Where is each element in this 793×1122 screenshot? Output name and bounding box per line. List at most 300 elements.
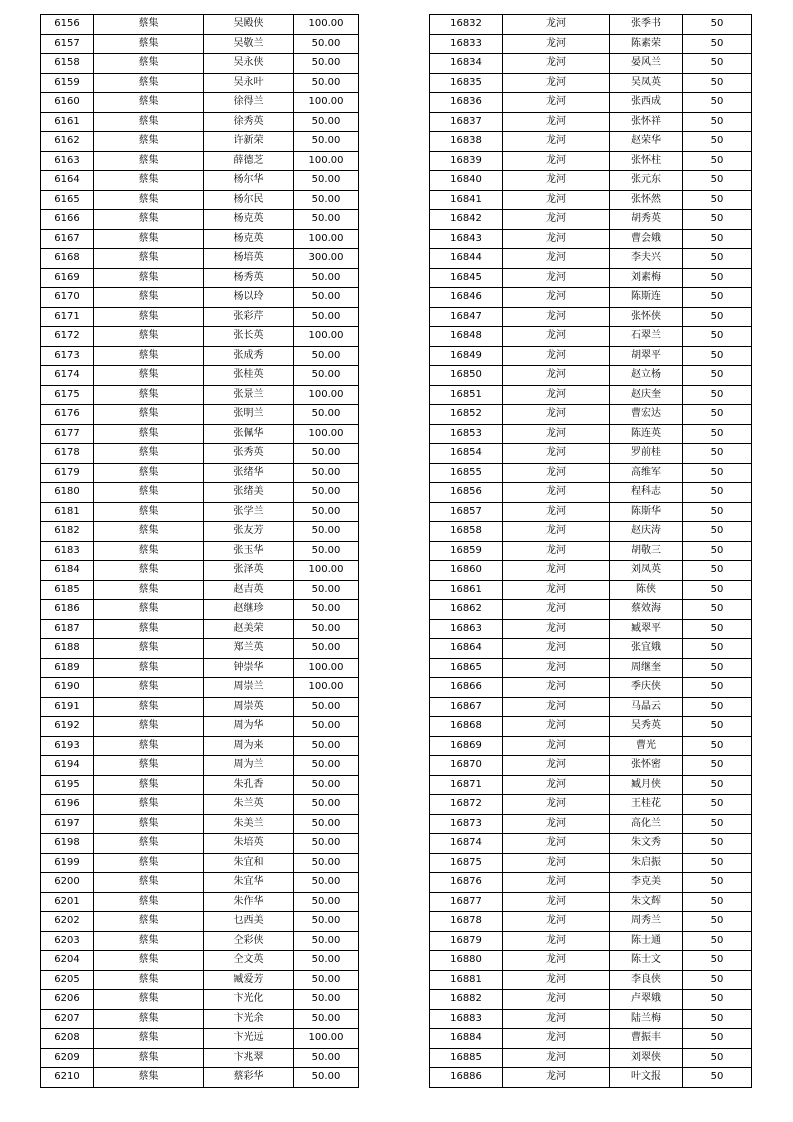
town-cell: 蔡集 — [94, 444, 204, 464]
name-cell: 许新荣 — [204, 132, 294, 152]
town-cell: 蔡集 — [94, 600, 204, 620]
amount-cell: 50.00 — [294, 405, 359, 425]
table-row — [41, 522, 359, 542]
name-cell: 张怀然 — [610, 190, 683, 210]
name-cell: 杨尔华 — [204, 171, 294, 191]
amount-cell: 100.00 — [294, 424, 359, 444]
table-row — [41, 307, 359, 327]
amount-cell: 50 — [683, 814, 752, 834]
name-cell: 杨秀英 — [204, 268, 294, 288]
table-row — [41, 639, 359, 659]
table-row — [430, 892, 752, 912]
amount-cell: 50 — [683, 834, 752, 854]
town-cell: 龙河 — [503, 1068, 610, 1088]
table-row — [41, 385, 359, 405]
table-row — [41, 346, 359, 366]
amount-cell: 50 — [683, 853, 752, 873]
right-table — [429, 14, 752, 1088]
town-cell: 龙河 — [503, 697, 610, 717]
name-cell: 张绪美 — [204, 483, 294, 503]
table-row — [41, 73, 359, 93]
amount-cell: 50 — [683, 697, 752, 717]
table-row — [430, 366, 752, 386]
amount-cell: 50 — [683, 229, 752, 249]
town-cell: 蔡集 — [94, 483, 204, 503]
name-cell: 李夫兴 — [610, 249, 683, 269]
town-cell: 龙河 — [503, 210, 610, 230]
table-row — [41, 892, 359, 912]
amount-cell: 50.00 — [294, 171, 359, 191]
row-number-cell: 6191 — [41, 697, 94, 717]
town-cell: 龙河 — [503, 639, 610, 659]
amount-cell: 50.00 — [294, 268, 359, 288]
town-cell: 龙河 — [503, 288, 610, 308]
row-number-cell: 6202 — [41, 912, 94, 932]
name-cell: 卞光余 — [204, 1009, 294, 1029]
name-cell: 蔡彩华 — [204, 1068, 294, 1088]
row-number-cell: 6209 — [41, 1048, 94, 1068]
row-number-cell: 6199 — [41, 853, 94, 873]
name-cell: 胡翠平 — [610, 346, 683, 366]
table-row — [430, 873, 752, 893]
name-cell: 张彩芹 — [204, 307, 294, 327]
row-number-cell: 16849 — [430, 346, 503, 366]
amount-cell: 50 — [683, 93, 752, 113]
table-row — [41, 853, 359, 873]
name-cell: 张友芳 — [204, 522, 294, 542]
amount-cell: 50 — [683, 873, 752, 893]
name-cell: 刘素梅 — [610, 268, 683, 288]
town-cell: 龙河 — [503, 853, 610, 873]
town-cell: 龙河 — [503, 346, 610, 366]
row-number-cell: 6170 — [41, 288, 94, 308]
amount-cell: 50.00 — [294, 522, 359, 542]
row-number-cell: 16855 — [430, 463, 503, 483]
row-number-cell: 16858 — [430, 522, 503, 542]
amount-cell: 50 — [683, 54, 752, 74]
row-number-cell: 6195 — [41, 775, 94, 795]
name-cell: 张怀祥 — [610, 112, 683, 132]
name-cell: 赵吉英 — [204, 580, 294, 600]
town-cell: 龙河 — [503, 1048, 610, 1068]
row-number-cell: 16842 — [430, 210, 503, 230]
name-cell: 朱启振 — [610, 853, 683, 873]
name-cell: 杨克英 — [204, 210, 294, 230]
row-number-cell: 6208 — [41, 1029, 94, 1049]
name-cell: 薛德芝 — [204, 151, 294, 171]
row-number-cell: 6176 — [41, 405, 94, 425]
row-number-cell: 6178 — [41, 444, 94, 464]
amount-cell: 50 — [683, 580, 752, 600]
table-row — [41, 678, 359, 698]
table-row — [41, 541, 359, 561]
amount-cell: 50.00 — [294, 444, 359, 464]
table-row — [41, 463, 359, 483]
town-cell: 龙河 — [503, 834, 610, 854]
row-number-cell: 16836 — [430, 93, 503, 113]
name-cell: 周崇英 — [204, 697, 294, 717]
table-row — [41, 171, 359, 191]
table-row — [430, 229, 752, 249]
table-row — [430, 288, 752, 308]
name-cell: 杨克英 — [204, 229, 294, 249]
table-row — [41, 931, 359, 951]
amount-cell: 50.00 — [294, 132, 359, 152]
amount-cell: 50.00 — [294, 307, 359, 327]
town-cell: 龙河 — [503, 190, 610, 210]
row-number-cell: 16844 — [430, 249, 503, 269]
table-row — [41, 34, 359, 54]
row-number-cell: 16839 — [430, 151, 503, 171]
row-number-cell: 6186 — [41, 600, 94, 620]
town-cell: 蔡集 — [94, 639, 204, 659]
town-cell: 蔡集 — [94, 853, 204, 873]
amount-cell: 50 — [683, 639, 752, 659]
table-row — [41, 93, 359, 113]
row-number-cell: 16833 — [430, 34, 503, 54]
row-number-cell: 16883 — [430, 1009, 503, 1029]
table-row — [41, 288, 359, 308]
town-cell: 蔡集 — [94, 658, 204, 678]
row-number-cell: 6182 — [41, 522, 94, 542]
table-row — [430, 561, 752, 581]
row-number-cell: 16853 — [430, 424, 503, 444]
town-cell: 蔡集 — [94, 112, 204, 132]
row-number-cell: 6183 — [41, 541, 94, 561]
row-number-cell: 6206 — [41, 990, 94, 1010]
table-row — [41, 756, 359, 776]
amount-cell: 100.00 — [294, 15, 359, 35]
amount-cell: 50 — [683, 1029, 752, 1049]
row-number-cell: 16885 — [430, 1048, 503, 1068]
table-row — [430, 951, 752, 971]
name-cell: 钟崇华 — [204, 658, 294, 678]
table-row — [430, 112, 752, 132]
name-cell: 张明兰 — [204, 405, 294, 425]
name-cell: 蔡效海 — [610, 600, 683, 620]
amount-cell: 50 — [683, 268, 752, 288]
row-number-cell: 16873 — [430, 814, 503, 834]
town-cell: 蔡集 — [94, 268, 204, 288]
table-row — [430, 190, 752, 210]
amount-cell: 50 — [683, 210, 752, 230]
name-cell: 赵美荣 — [204, 619, 294, 639]
amount-cell: 50 — [683, 15, 752, 35]
row-number-cell: 6197 — [41, 814, 94, 834]
table-row — [41, 229, 359, 249]
amount-cell: 50.00 — [294, 970, 359, 990]
table-row — [41, 483, 359, 503]
name-cell: 周为兰 — [204, 756, 294, 776]
town-cell: 龙河 — [503, 268, 610, 288]
amount-cell: 100.00 — [294, 151, 359, 171]
name-cell: 曹宏达 — [610, 405, 683, 425]
row-number-cell: 16835 — [430, 73, 503, 93]
row-number-cell: 16870 — [430, 756, 503, 776]
row-number-cell: 6207 — [41, 1009, 94, 1029]
name-cell: 张玉华 — [204, 541, 294, 561]
name-cell: 张怀侠 — [610, 307, 683, 327]
left-table — [40, 14, 359, 1088]
town-cell: 蔡集 — [94, 346, 204, 366]
name-cell: 朱兰英 — [204, 795, 294, 815]
name-cell: 马晶云 — [610, 697, 683, 717]
town-cell: 龙河 — [503, 73, 610, 93]
amount-cell: 50.00 — [294, 619, 359, 639]
town-cell: 龙河 — [503, 600, 610, 620]
row-number-cell: 16865 — [430, 658, 503, 678]
name-cell: 季庆侠 — [610, 678, 683, 698]
table-row — [430, 639, 752, 659]
amount-cell: 50.00 — [294, 717, 359, 737]
amount-cell: 100.00 — [294, 561, 359, 581]
table-row — [41, 795, 359, 815]
table-row — [430, 736, 752, 756]
amount-cell: 50.00 — [294, 54, 359, 74]
amount-cell: 100.00 — [294, 93, 359, 113]
amount-cell: 50 — [683, 112, 752, 132]
amount-cell: 50 — [683, 1068, 752, 1088]
row-number-cell: 16869 — [430, 736, 503, 756]
amount-cell: 50 — [683, 678, 752, 698]
town-cell: 蔡集 — [94, 171, 204, 191]
row-number-cell: 6165 — [41, 190, 94, 210]
row-number-cell: 6185 — [41, 580, 94, 600]
row-number-cell: 6172 — [41, 327, 94, 347]
town-cell: 龙河 — [503, 756, 610, 776]
table-row — [41, 424, 359, 444]
amount-cell: 50.00 — [294, 814, 359, 834]
amount-cell: 50.00 — [294, 834, 359, 854]
name-cell: 卞光远 — [204, 1029, 294, 1049]
town-cell: 龙河 — [503, 483, 610, 503]
town-cell: 蔡集 — [94, 619, 204, 639]
town-cell: 龙河 — [503, 931, 610, 951]
name-cell: 朱宜和 — [204, 853, 294, 873]
table-row — [430, 73, 752, 93]
town-cell: 龙河 — [503, 873, 610, 893]
name-cell: 陈士通 — [610, 931, 683, 951]
amount-cell: 50 — [683, 483, 752, 503]
table-row — [41, 775, 359, 795]
name-cell: 臧爱芳 — [204, 970, 294, 990]
town-cell: 龙河 — [503, 385, 610, 405]
town-cell: 龙河 — [503, 541, 610, 561]
town-cell: 蔡集 — [94, 814, 204, 834]
amount-cell: 50.00 — [294, 112, 359, 132]
amount-cell: 300.00 — [294, 249, 359, 269]
amount-cell: 50 — [683, 541, 752, 561]
row-number-cell: 16877 — [430, 892, 503, 912]
row-number-cell: 6159 — [41, 73, 94, 93]
table-row — [430, 444, 752, 464]
table-row — [41, 210, 359, 230]
row-number-cell: 6201 — [41, 892, 94, 912]
amount-cell: 50 — [683, 756, 752, 776]
amount-cell: 50 — [683, 385, 752, 405]
table-row — [41, 580, 359, 600]
town-cell: 蔡集 — [94, 951, 204, 971]
name-cell: 张学兰 — [204, 502, 294, 522]
name-cell: 张怀柱 — [610, 151, 683, 171]
row-number-cell: 6193 — [41, 736, 94, 756]
table-row — [41, 1068, 359, 1088]
table-row — [41, 600, 359, 620]
table-row — [430, 697, 752, 717]
name-cell: 周为华 — [204, 717, 294, 737]
table-row — [430, 34, 752, 54]
amount-cell: 50.00 — [294, 502, 359, 522]
town-cell: 蔡集 — [94, 678, 204, 698]
table-row — [430, 151, 752, 171]
name-cell: 张怀密 — [610, 756, 683, 776]
town-cell: 蔡集 — [94, 931, 204, 951]
row-number-cell: 16864 — [430, 639, 503, 659]
town-cell: 龙河 — [503, 912, 610, 932]
town-cell: 蔡集 — [94, 210, 204, 230]
name-cell: 陆兰梅 — [610, 1009, 683, 1029]
row-number-cell: 16840 — [430, 171, 503, 191]
amount-cell: 50 — [683, 424, 752, 444]
town-cell: 龙河 — [503, 990, 610, 1010]
row-number-cell: 6167 — [41, 229, 94, 249]
town-cell: 蔡集 — [94, 307, 204, 327]
name-cell: 杨尔民 — [204, 190, 294, 210]
table-row — [41, 561, 359, 581]
town-cell: 蔡集 — [94, 1068, 204, 1088]
row-number-cell: 16863 — [430, 619, 503, 639]
table-row — [430, 522, 752, 542]
row-number-cell: 6180 — [41, 483, 94, 503]
amount-cell: 50.00 — [294, 892, 359, 912]
row-number-cell: 16860 — [430, 561, 503, 581]
table-row — [430, 775, 752, 795]
row-number-cell: 16871 — [430, 775, 503, 795]
row-number-cell: 16879 — [430, 931, 503, 951]
row-number-cell: 6189 — [41, 658, 94, 678]
name-cell: 程科志 — [610, 483, 683, 503]
amount-cell: 50 — [683, 34, 752, 54]
amount-cell: 50 — [683, 307, 752, 327]
table-row — [41, 327, 359, 347]
row-number-cell: 6200 — [41, 873, 94, 893]
amount-cell: 50 — [683, 931, 752, 951]
town-cell: 龙河 — [503, 366, 610, 386]
amount-cell: 50 — [683, 990, 752, 1010]
table-row — [430, 580, 752, 600]
name-cell: 赵庆奎 — [610, 385, 683, 405]
town-cell: 蔡集 — [94, 717, 204, 737]
table-row — [41, 112, 359, 132]
name-cell: 张西成 — [610, 93, 683, 113]
name-cell: 陈素荣 — [610, 34, 683, 54]
table-row — [430, 814, 752, 834]
name-cell: 郑兰英 — [204, 639, 294, 659]
name-cell: 石翠兰 — [610, 327, 683, 347]
name-cell: 杨以玲 — [204, 288, 294, 308]
row-number-cell: 6190 — [41, 678, 94, 698]
row-number-cell: 16886 — [430, 1068, 503, 1088]
town-cell: 蔡集 — [94, 1048, 204, 1068]
row-number-cell: 6196 — [41, 795, 94, 815]
amount-cell: 50.00 — [294, 697, 359, 717]
name-cell: 张秀英 — [204, 444, 294, 464]
table-row — [430, 541, 752, 561]
row-number-cell: 16867 — [430, 697, 503, 717]
table-row — [430, 1009, 752, 1029]
town-cell: 蔡集 — [94, 151, 204, 171]
table-row — [41, 697, 359, 717]
amount-cell: 50.00 — [294, 736, 359, 756]
amount-cell: 50 — [683, 288, 752, 308]
amount-cell: 50.00 — [294, 73, 359, 93]
town-cell: 龙河 — [503, 736, 610, 756]
amount-cell: 50.00 — [294, 288, 359, 308]
town-cell: 蔡集 — [94, 288, 204, 308]
amount-cell: 50.00 — [294, 1009, 359, 1029]
table-row — [430, 502, 752, 522]
row-number-cell: 16837 — [430, 112, 503, 132]
amount-cell: 50.00 — [294, 1048, 359, 1068]
town-cell: 蔡集 — [94, 190, 204, 210]
town-cell: 龙河 — [503, 444, 610, 464]
table-row — [430, 658, 752, 678]
row-number-cell: 6173 — [41, 346, 94, 366]
table-row — [430, 307, 752, 327]
row-number-cell: 16851 — [430, 385, 503, 405]
table-row — [41, 814, 359, 834]
town-cell: 蔡集 — [94, 580, 204, 600]
town-cell: 龙河 — [503, 658, 610, 678]
name-cell: 吴敬兰 — [204, 34, 294, 54]
town-cell: 龙河 — [503, 717, 610, 737]
row-number-cell: 16847 — [430, 307, 503, 327]
amount-cell: 50.00 — [294, 463, 359, 483]
name-cell: 周秀兰 — [610, 912, 683, 932]
table-row — [430, 483, 752, 503]
row-number-cell: 16884 — [430, 1029, 503, 1049]
name-cell: 赵荣华 — [610, 132, 683, 152]
table-row — [430, 249, 752, 269]
table-row — [41, 951, 359, 971]
name-cell: 陈斯华 — [610, 502, 683, 522]
town-cell: 龙河 — [503, 522, 610, 542]
town-cell: 蔡集 — [94, 522, 204, 542]
name-cell: 胡敬三 — [610, 541, 683, 561]
town-cell: 蔡集 — [94, 73, 204, 93]
table-row — [41, 658, 359, 678]
town-cell: 龙河 — [503, 463, 610, 483]
row-number-cell: 16861 — [430, 580, 503, 600]
name-cell: 张景兰 — [204, 385, 294, 405]
town-cell: 蔡集 — [94, 15, 204, 35]
table-row — [41, 834, 359, 854]
amount-cell: 50 — [683, 970, 752, 990]
name-cell: 朱文秀 — [610, 834, 683, 854]
amount-cell: 50 — [683, 600, 752, 620]
name-cell: 李良侠 — [610, 970, 683, 990]
amount-cell: 50 — [683, 151, 752, 171]
town-cell: 蔡集 — [94, 34, 204, 54]
town-cell: 蔡集 — [94, 366, 204, 386]
row-number-cell: 6162 — [41, 132, 94, 152]
amount-cell: 50.00 — [294, 951, 359, 971]
town-cell: 蔡集 — [94, 736, 204, 756]
name-cell: 杨培英 — [204, 249, 294, 269]
row-number-cell: 16850 — [430, 366, 503, 386]
amount-cell: 50 — [683, 795, 752, 815]
table-row — [41, 1029, 359, 1049]
